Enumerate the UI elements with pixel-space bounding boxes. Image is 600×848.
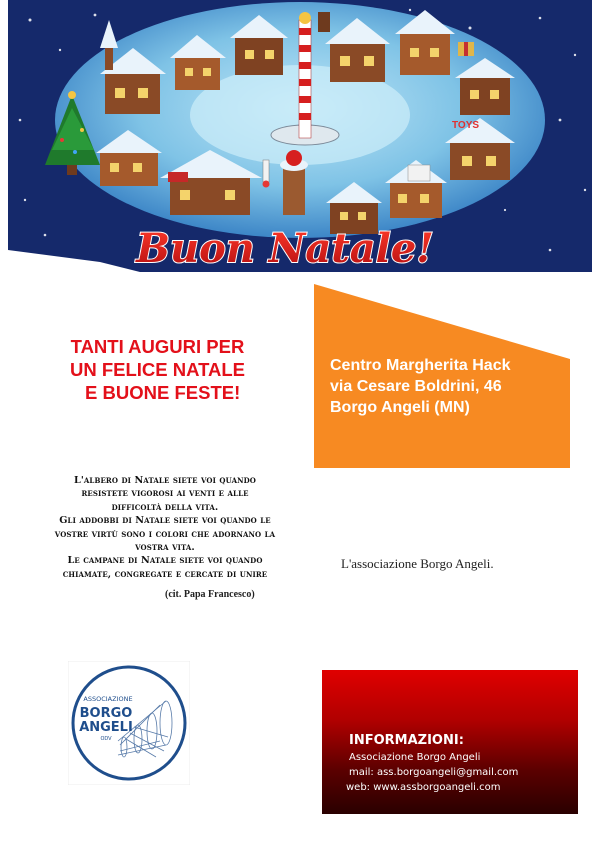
address-block — [330, 355, 511, 418]
christmas-village-illustration — [0, 0, 600, 272]
quote-line: L'albero di Natale siete voi quando — [74, 475, 256, 486]
logo-text-4: ODV — [100, 736, 112, 742]
quote-line: chiamate, congregate e cercate di unire — [62, 568, 268, 580]
greeting-text — [40, 335, 275, 404]
toys-sign: TOYS — [452, 120, 480, 131]
quote-line: Gli addobbi di Natale siete voi quando le — [59, 515, 271, 527]
logo-graphic — [68, 661, 190, 785]
quote-citation: (cit. Papa Francesco) — [165, 589, 255, 600]
address-line: via Cesare Boldrini, 46 — [330, 378, 502, 395]
association-logo — [68, 661, 190, 785]
quote-line: resistete vigorosi ai venti e alle — [81, 488, 249, 500]
greeting-line: E BUONE FESTE! — [74, 382, 241, 403]
info-web[interactable]: web: www.assborgoangeli.com — [346, 782, 501, 793]
info-mail[interactable]: mail: ass.borgoangeli@gmail.com — [349, 767, 519, 778]
info-title: INFORMAZIONI: — [349, 733, 464, 748]
pope-quote — [30, 474, 300, 581]
banner-title: Buon Natale! — [136, 225, 434, 272]
christmas-banner — [0, 0, 600, 272]
greeting-line: TANTI AUGURI PER — [70, 336, 245, 357]
quote-line: vostra vita. — [135, 542, 195, 554]
quote-line: vostre virtù sono i colori che adornano la — [54, 528, 276, 540]
greeting-line: UN FELICE NATALE — [69, 359, 246, 380]
quote-line: difficoltà della vita. — [111, 501, 219, 513]
address-line: Centro Margherita Hack — [330, 357, 511, 374]
logo-text-2: BORGO — [79, 706, 133, 721]
association-signature: L'associazione Borgo Angeli. — [341, 556, 494, 571]
info-name: Associazione Borgo Angeli — [349, 752, 481, 763]
logo-text-3: ANGELI — [79, 720, 133, 735]
info-box — [322, 670, 578, 814]
logo-text-1: ASSOCIAZIONE — [83, 695, 133, 703]
address-line: Borgo Angeli (MN) — [330, 399, 470, 416]
quote-line: Le campane di Natale siete voi quando — [67, 555, 263, 567]
